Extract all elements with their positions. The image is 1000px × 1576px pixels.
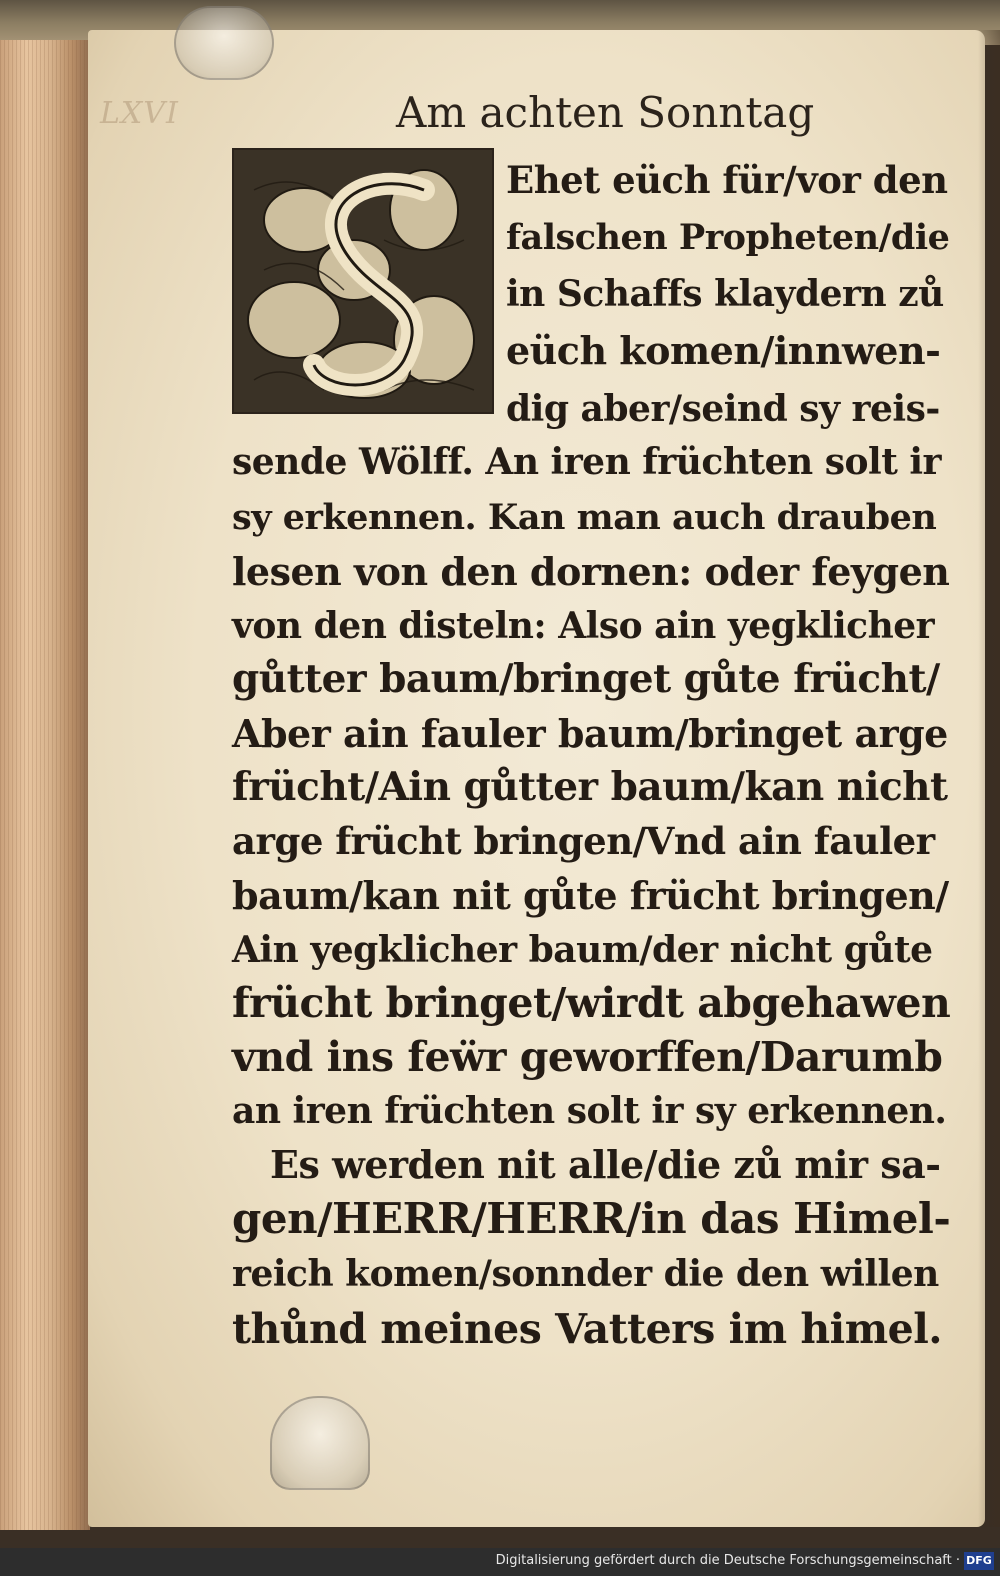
text-line-14: baum/kan nit gůte frücht bringen/ — [232, 873, 949, 918]
page-stack-edge — [0, 40, 90, 1530]
text-line-9: von den disteln: Also ain yegklicher — [232, 605, 935, 647]
text-line-12: frücht/Ain gůtter baum/kan nicht — [232, 764, 948, 810]
glass-clip-bottom — [270, 1396, 370, 1490]
text-line-5: dig aber/seind sy reis- — [506, 388, 940, 430]
woodcut-initial-letter — [232, 148, 494, 414]
text-line-13: arge frücht bringen/Vnd ain fauler — [232, 819, 935, 863]
text-line-11: Aber ain fauler baum/bringet arge — [232, 711, 948, 756]
dfg-logo: DFG — [964, 1552, 994, 1570]
glass-clip-top — [174, 6, 274, 80]
woodcut-initial-image — [234, 150, 492, 412]
digitization-footer — [0, 1548, 1000, 1576]
text-line-18: an iren früchten solt ir sy erkennen. — [232, 1090, 947, 1132]
text-line-1: Ehet eüch für/vor den — [506, 158, 948, 202]
running-header: Am achten Sonntag — [396, 88, 815, 137]
text-line-10: gůtter baum/bringet gůte frücht/ — [232, 656, 940, 702]
text-line-15: Ain yegklicher baum/der nicht gůte — [232, 929, 933, 971]
text-line-17: vnd ins feẅr geworffen/Darumb — [232, 1033, 943, 1081]
text-line-4: eüch komen/innwen- — [506, 328, 941, 373]
gutter-shadow — [978, 30, 1000, 1527]
text-line-6: sende Wölff. An iren früchten solt ir — [232, 441, 942, 483]
text-line-21: reich komen/sonnder die den willen — [232, 1253, 939, 1295]
text-line-16: frücht bringet/wirdt abgehawen — [232, 979, 951, 1027]
text-line-20: gen/HERR/HERR/in das Himel- — [232, 1194, 951, 1243]
text-line-19: Es werden nit alle/die zů mir sa- — [270, 1142, 941, 1187]
text-line-7: sy erkennen. Kan man auch drauben — [232, 497, 937, 538]
text-line-3: in Schaffs klaydern zů — [506, 273, 944, 315]
text-line-8: lesen von den dornen: oder feygen — [232, 549, 950, 594]
text-line-2: falschen Propheten/die — [506, 217, 950, 258]
folio-number: LXVI — [100, 96, 179, 131]
text-line-22: thůnd meines Vatters im himel. — [232, 1305, 943, 1353]
funding-credit: Digitalisierung gefördert durch die Deutsche Forschungsgemeinschaft · — [495, 1553, 960, 1568]
